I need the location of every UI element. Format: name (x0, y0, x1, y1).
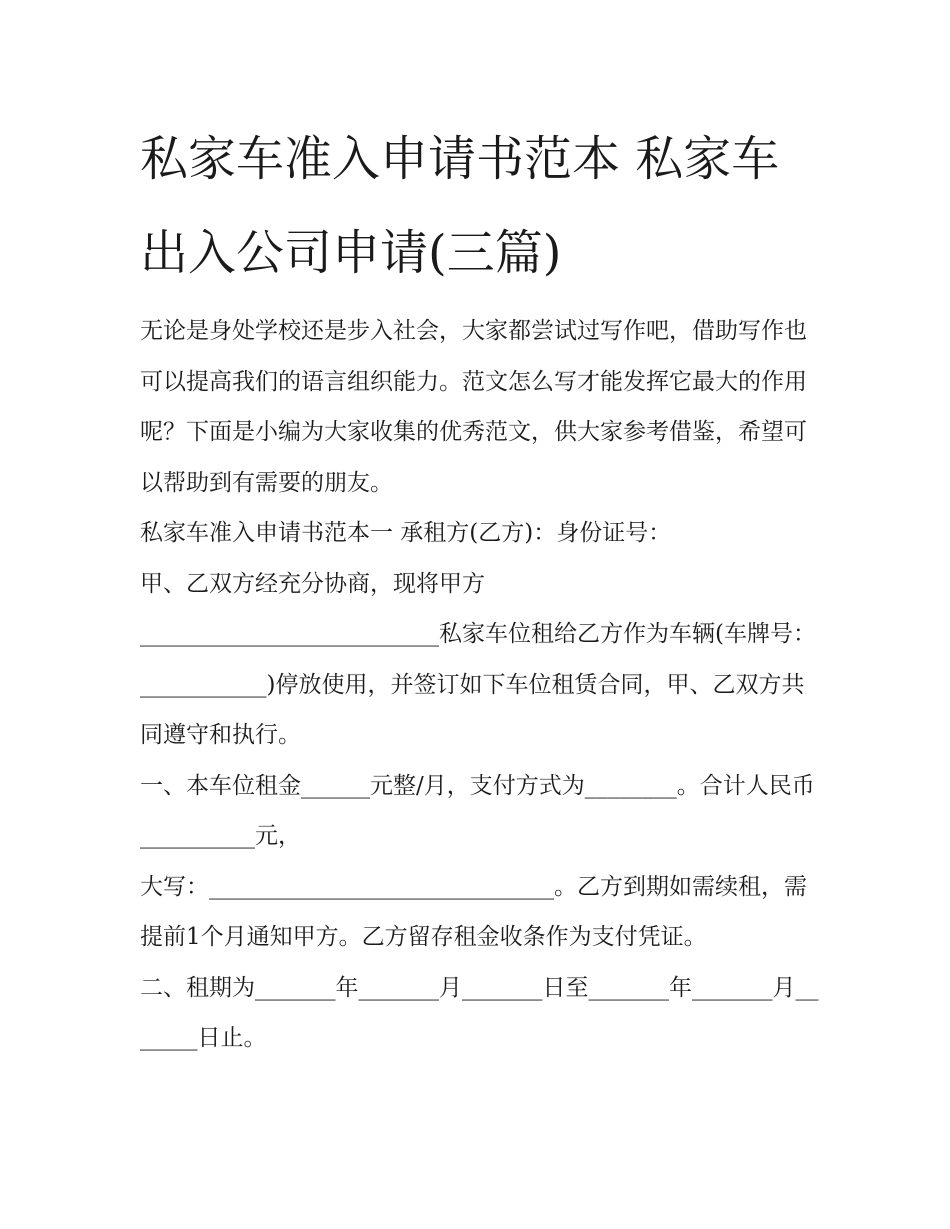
paragraph-parking-lease: __________________________私家车位租给乙方作为车辆(车牌号：___________)停放使用，并签订如下车位租赁合同，甲、乙双方共同遵守和执行。 (140, 621, 816, 748)
document-page (140, 112, 820, 1064)
paragraph-clause-renewal: 大写：______________________________。乙方到期如需续租，需提前1个月通知甲方。乙方留存租金收条作为支付凭证。 (140, 873, 807, 950)
document-title: 私家车准入申请书范本 私家车出入公司申请(三篇) (140, 131, 780, 281)
paragraph-intro: 无论是身处学校还是步入社会，大家都尝试过写作吧，借助写作也可以提高我们的语言组织能力。范文怎么写才能发挥它最大的作用呢？下面是小编为大家收集的优秀范文，供大家参考借鉴，希望可以帮助到有需要的朋友。 (140, 318, 807, 496)
paragraph-negotiation: 甲、乙双方经充分协商，现将甲方 (140, 570, 485, 597)
paragraph-clause-rent: 一、本车位租金______元整/月，支付方式为________。合计人民币__________元， (140, 772, 815, 849)
paragraph-lessee-info: 私家车准入申请书范本一 承租方(乙方)：身份证号： (140, 520, 672, 546)
paragraph-clause-term: 二、租期为_______年_______月_______日至_______年_______月_______日止。 (140, 974, 819, 1051)
